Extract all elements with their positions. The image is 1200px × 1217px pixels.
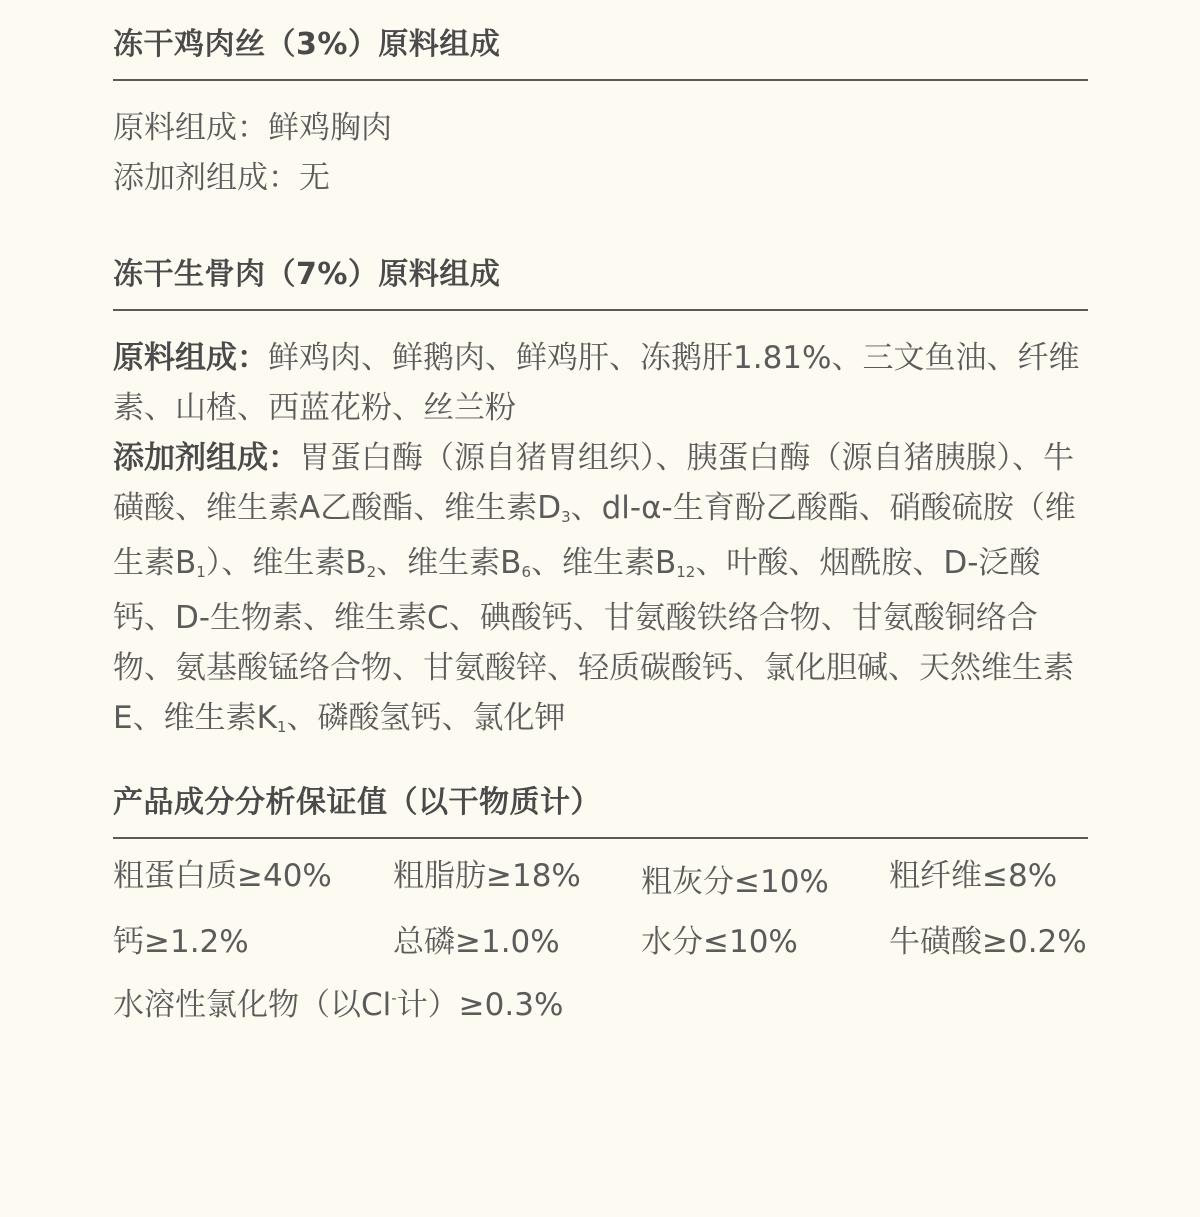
section-guaranteed-analysis bbox=[113, 783, 1088, 839]
analysis-item: 牛磺酸≥0.2% bbox=[889, 924, 1087, 960]
subscript: 2 bbox=[366, 563, 377, 581]
additive-text: ）、维生素B bbox=[205, 545, 367, 581]
additive-line bbox=[113, 153, 1088, 203]
raw-material-value: 鲜鸡肉、鲜鹅肉、鲜鸡肝、冻鹅肝1.81%、三文鱼油、纤维素、山楂、西蓝花粉、丝兰粉 bbox=[113, 340, 1080, 426]
section-title: 冻干生骨肉（7%）原料组成 bbox=[113, 257, 501, 292]
subscript: 1 bbox=[276, 718, 287, 736]
subscript: 6 bbox=[521, 563, 531, 581]
additive-text: 、磷酸氢钙、氯化钾 bbox=[286, 700, 566, 736]
additive-text: 、dl-α-生育酚乙酸酯、硝酸硫胺（维生素B bbox=[113, 490, 1076, 581]
divider bbox=[113, 79, 1088, 81]
divider bbox=[113, 837, 1088, 839]
chloride-text: 水溶性氯化物（以Cl bbox=[113, 987, 392, 1023]
superscript: - bbox=[391, 989, 397, 1007]
additive-text: 、维生素B bbox=[376, 545, 522, 581]
additive-value: 无 bbox=[299, 160, 330, 196]
additive-text: 、维生素B bbox=[530, 545, 677, 581]
additive-text: 、叶酸、烟酰胺、D-泛酸钙、D-生物素、维生素C、碘酸钙、甘氨酸铁络合物、甘氨酸铜络合物、氨基酸锰络合物、甘氨酸锌、轻质碳酸钙、氯化胆碱、天然维生素E、维生素K bbox=[113, 545, 1074, 736]
chloride-text: 计）≥0.3% bbox=[396, 987, 564, 1023]
section-title: 产品成分分析保证值（以干物质计） bbox=[113, 785, 601, 820]
analysis-item-chloride bbox=[113, 985, 563, 1030]
raw-material-line bbox=[113, 103, 1088, 153]
raw-material-paragraph bbox=[113, 333, 1088, 433]
analysis-item: 粗纤维≤8% bbox=[889, 858, 1058, 894]
analysis-item: 粗脂肪≥18% bbox=[393, 858, 581, 894]
raw-material-label: 原料组成： bbox=[113, 340, 268, 376]
additive-label: 添加剂组成： bbox=[113, 160, 299, 196]
analysis-item: 粗蛋白质≥40% bbox=[113, 858, 332, 894]
analysis-item: 钙≥1.2% bbox=[113, 924, 249, 960]
section-title: 冻干鸡肉丝（3%）原料组成 bbox=[113, 27, 501, 62]
raw-material-value: 鲜鸡胸肉 bbox=[268, 110, 392, 146]
section-freeze-dried-chicken bbox=[113, 25, 1088, 203]
analysis-item: 水分≤10% bbox=[641, 924, 798, 960]
subscript: 3 bbox=[561, 508, 571, 526]
subscript: 1 bbox=[196, 563, 206, 581]
subscript: 12 bbox=[676, 563, 696, 581]
divider bbox=[113, 309, 1088, 311]
analysis-item: 粗灰分≤10% bbox=[641, 864, 829, 900]
additive-text: 胃蛋白酶（源自猪胃组织）、胰蛋白酶（源自猪胰腺）、牛磺酸、维生素A乙酸酯、维生素D bbox=[113, 440, 1074, 526]
analysis-item: 总磷≥1.0% bbox=[393, 924, 560, 960]
additive-label: 添加剂组成： bbox=[113, 440, 299, 476]
raw-material-label: 原料组成： bbox=[113, 110, 268, 146]
section-freeze-dried-raw-bone-meat bbox=[113, 255, 1088, 748]
additive-paragraph bbox=[113, 433, 1088, 748]
